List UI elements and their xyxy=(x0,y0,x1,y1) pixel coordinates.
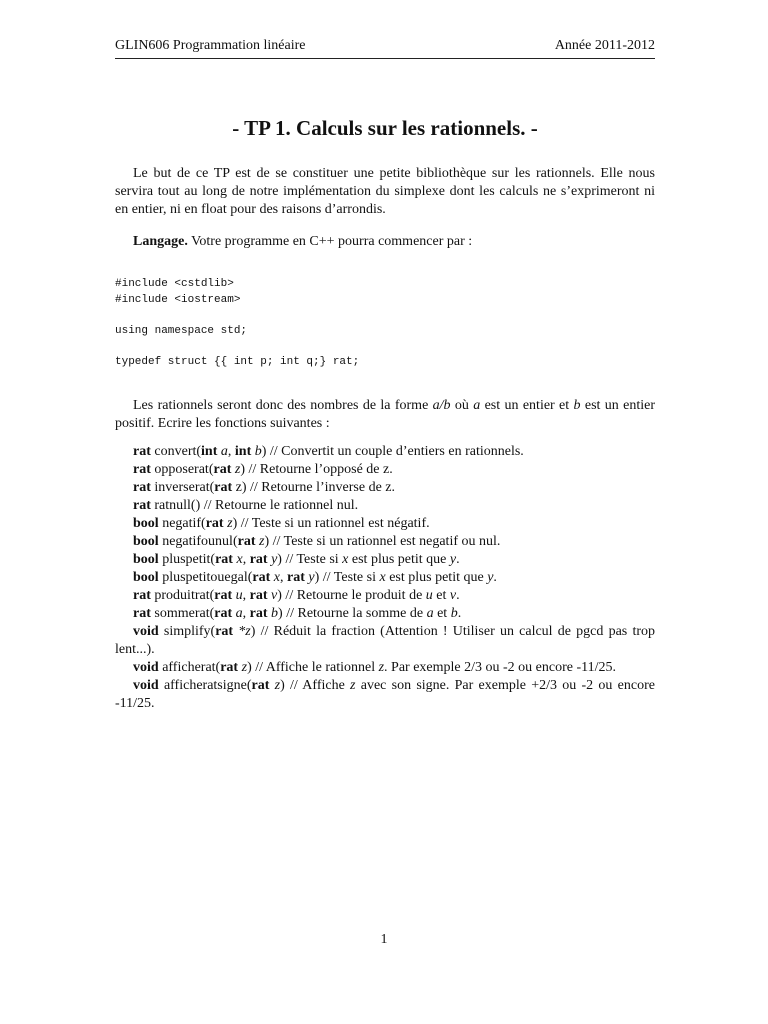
function-name: afficherat( xyxy=(158,660,221,675)
param-type: rat xyxy=(249,588,268,603)
math-variable: a xyxy=(473,398,481,413)
param-name: z xyxy=(238,660,248,675)
return-type: rat xyxy=(133,444,151,459)
text-run: est un entier positif. Ecrire les fonctions suivantes : xyxy=(115,398,655,431)
text-run: Les rationnels seront donc des nombres de la forme xyxy=(133,398,433,413)
function-name: pluspetitouegal( xyxy=(158,570,253,585)
function-name: convert( xyxy=(154,444,202,459)
param-type: rat xyxy=(205,516,224,531)
text-run: est un entier et xyxy=(480,398,574,413)
param-type: rat xyxy=(220,660,239,675)
math-variable: y xyxy=(487,570,494,585)
param-name: x xyxy=(270,570,280,585)
document-title: - TP 1. Calculs sur les rationnels. - xyxy=(232,116,538,140)
function-name: opposerat( xyxy=(150,462,214,477)
function-comment: est plus petit que xyxy=(348,552,450,567)
function-comment: ) // Teste si un rationnel est negatif ou nul. xyxy=(264,534,501,549)
academic-year: Année 2011-2012 xyxy=(554,38,655,53)
param-type: rat xyxy=(249,606,268,621)
function-signature xyxy=(115,461,655,479)
function-list xyxy=(115,443,655,713)
return-type: bool xyxy=(133,534,159,549)
param-name: a xyxy=(217,444,228,459)
param-name: y xyxy=(267,552,278,567)
return-type: void xyxy=(133,624,159,639)
return-type: void xyxy=(133,678,159,693)
function-signature xyxy=(115,569,655,587)
param-type: rat xyxy=(214,588,233,603)
function-name: inverserat( xyxy=(150,480,215,495)
function-comment: . Par exemple 2/3 ou -2 ou encore -11/25. xyxy=(384,660,617,675)
function-comment: et xyxy=(433,606,451,621)
separator: , xyxy=(280,570,287,585)
function-signature xyxy=(115,515,655,533)
function-comment: ratnull() // Retourne le rationnel nul. xyxy=(150,498,359,513)
math-fraction: a/b xyxy=(432,398,451,413)
param-name: z xyxy=(255,534,265,549)
function-signature xyxy=(115,497,655,515)
separator: , xyxy=(242,588,250,603)
function-signature xyxy=(115,443,655,461)
param-type: rat xyxy=(249,552,268,567)
language-label: Langage. xyxy=(133,234,188,249)
math-variable: z xyxy=(378,660,385,675)
function-name: sommerat( xyxy=(150,606,215,621)
math-variable: b xyxy=(573,398,581,413)
code-line xyxy=(115,308,655,324)
course-title: GLIN606 Programmation linéaire xyxy=(115,38,306,53)
math-variable: y xyxy=(449,552,457,567)
rationals-paragraph xyxy=(115,397,655,433)
code-line: #include <cstdlib> xyxy=(115,278,234,290)
code-line: #include <iostream> xyxy=(115,293,241,306)
function-comment: ) // Affiche xyxy=(280,678,351,693)
math-variable: x xyxy=(379,570,386,585)
intro-paragraph: Le but de ce TP est de se constituer une petite bibliothèque sur les rationnels. Elle nous servira tout au long de notre implémentation du simplexe dont les calculs ne s’exprimeront ni en entier, ni en float pour des raisons d’arrondis. xyxy=(115,166,655,217)
function-comment: ) // Convertit un couple d’entiers en rationnels. xyxy=(261,444,524,459)
function-signature xyxy=(115,587,655,605)
function-comment: ) // Retourne la somme de xyxy=(278,606,427,621)
language-paragraph xyxy=(115,233,655,251)
function-comment: . xyxy=(493,570,497,585)
text-run: où xyxy=(450,398,474,413)
function-comment: ) // Teste si xyxy=(277,552,343,567)
function-signature xyxy=(115,533,655,551)
return-type: bool xyxy=(133,516,159,531)
code-block xyxy=(115,277,655,370)
return-type: rat xyxy=(133,480,151,495)
function-name: simplify( xyxy=(158,624,216,639)
param-type: rat xyxy=(215,624,234,639)
language-text: Votre programme en C++ pourra commencer par : xyxy=(187,234,473,249)
function-comment: avec son signe. Par exemple +2/3 ou -2 ou encore -11/25. xyxy=(115,678,655,711)
running-header xyxy=(115,38,655,54)
param-name: b xyxy=(267,606,279,621)
param-name: u xyxy=(232,588,243,603)
math-variable: x xyxy=(342,552,349,567)
param-type: rat xyxy=(251,678,270,693)
param-name: z xyxy=(269,678,281,693)
param-type: rat xyxy=(215,552,233,567)
function-comment: . xyxy=(457,606,462,621)
page-number: 1 xyxy=(380,932,388,947)
function-signature xyxy=(115,605,655,623)
param-type: int xyxy=(201,444,218,459)
function-name: afficheratsigne( xyxy=(158,678,252,693)
param-name: y xyxy=(304,570,315,585)
return-type: bool xyxy=(133,570,159,585)
param-type: rat xyxy=(252,570,271,585)
code-line: typedef struct {{ int p; int q;} rat; xyxy=(115,355,360,368)
code-line xyxy=(115,339,655,355)
param-name: a xyxy=(232,606,243,621)
function-name: pluspetit( xyxy=(158,552,216,567)
param-name: x xyxy=(232,552,243,567)
function-comment: z) // Retourne l’inverse de z. xyxy=(232,480,396,495)
function-comment: ) // Retourne le produit de xyxy=(277,588,426,603)
header-rule xyxy=(115,58,655,59)
param-name: b xyxy=(251,444,262,459)
math-variable: b xyxy=(450,606,458,621)
function-comment: ) // Affiche le rationnel xyxy=(247,660,379,675)
math-variable: z xyxy=(350,678,356,693)
param-name: *z xyxy=(233,624,251,639)
param-type: rat xyxy=(287,570,305,585)
param-type: rat xyxy=(213,462,232,477)
return-type: bool xyxy=(133,552,159,567)
function-signature xyxy=(115,479,655,497)
function-signature xyxy=(115,659,655,677)
param-type: rat xyxy=(237,534,256,549)
param-name: z xyxy=(231,462,241,477)
function-comment: ) // Réduit la fraction (Attention ! Utiliser un calcul de pgcd pas trop lent...). xyxy=(115,624,655,657)
function-name: produitrat( xyxy=(150,588,215,603)
function-name: negatif( xyxy=(158,516,206,531)
return-type: rat xyxy=(133,462,151,477)
return-type: rat xyxy=(133,588,151,603)
function-comment: ) // Teste si un rationnel est négatif. xyxy=(232,516,430,531)
param-type: rat xyxy=(214,480,233,495)
function-comment: ) // Teste si xyxy=(314,570,380,585)
code-line: using namespace std; xyxy=(115,324,248,337)
function-signature xyxy=(115,623,655,659)
math-variable: u xyxy=(425,588,433,603)
return-type: rat xyxy=(133,498,151,513)
function-comment: ) // Retourne l’opposé de z. xyxy=(240,462,393,477)
return-type: rat xyxy=(133,606,151,621)
separator: , xyxy=(242,606,250,621)
function-comment: est plus petit que xyxy=(385,570,488,585)
function-comment: . xyxy=(456,588,460,603)
param-name: v xyxy=(267,588,278,603)
function-comment: et xyxy=(432,588,450,603)
function-name: negatifounul( xyxy=(158,534,238,549)
separator: , xyxy=(227,444,235,459)
separator: , xyxy=(242,552,250,567)
function-signature xyxy=(115,677,655,713)
math-variable: v xyxy=(449,588,457,603)
param-type: rat xyxy=(214,606,233,621)
param-name: z xyxy=(223,516,233,531)
function-signature xyxy=(115,551,655,569)
param-type: int xyxy=(234,444,252,459)
function-comment: . xyxy=(456,552,460,567)
math-variable: a xyxy=(426,606,434,621)
return-type: void xyxy=(133,660,159,675)
